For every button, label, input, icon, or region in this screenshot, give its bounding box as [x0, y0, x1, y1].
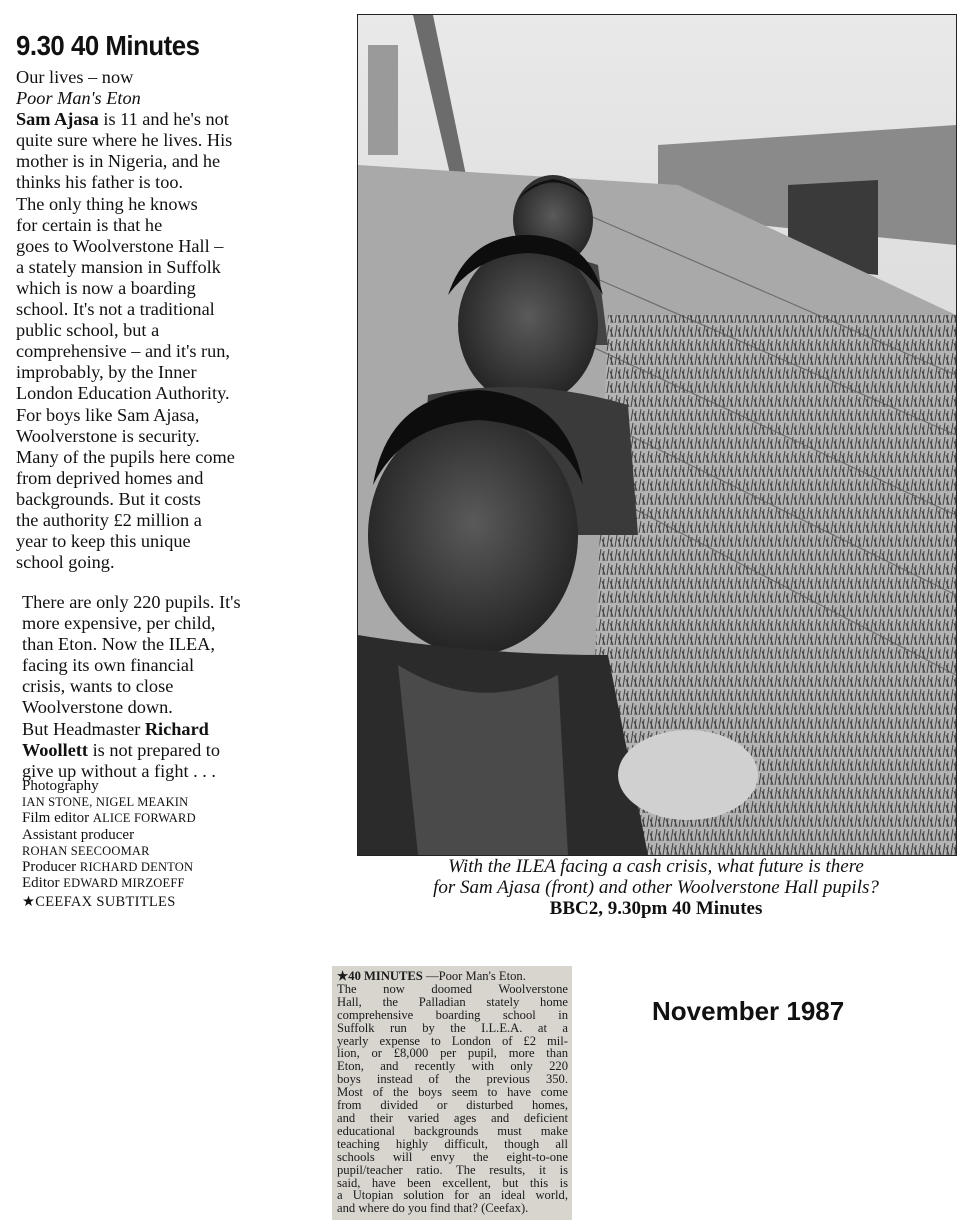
clipping-text: and their varied ages and deficient [337, 1110, 568, 1125]
listing-paragraph-1 [16, 109, 316, 573]
para1-line [16, 405, 316, 426]
credit-name: IAN STONE, NIGEL MEAKIN [22, 795, 189, 810]
clipping-text: Hall, the Palladian stately home [337, 994, 568, 1009]
credit-line [22, 778, 322, 794]
credit-role: Producer [22, 859, 80, 876]
para2-line [22, 740, 322, 761]
para1-line [16, 320, 316, 341]
credit-name: ROHAN SEECOOMAR [22, 843, 150, 858]
credit-line [22, 810, 322, 826]
programme-heading: 9.30 40 Minutes [16, 30, 200, 61]
newspaper-photo [357, 14, 957, 856]
series-title: Our lives – now [16, 67, 134, 87]
credit-line [22, 827, 322, 843]
credit-role: Assistant producer [22, 826, 135, 843]
clipping-text: educational backgrounds must make [337, 1123, 568, 1138]
para1-line [16, 447, 316, 468]
clipping-text: teaching highly difficult, though all [337, 1136, 568, 1151]
para1-text: school going. [16, 552, 115, 573]
clipping-text: from divided or disturbed homes, [337, 1098, 568, 1113]
para1-text: goes to Woolverstone Hall – [16, 235, 224, 256]
para1-line [16, 236, 316, 257]
credit-role: Film editor [22, 810, 93, 827]
para1-line [16, 278, 316, 299]
para1-line [16, 151, 316, 172]
date-label: November 1987 [652, 996, 845, 1026]
credits-block [22, 778, 322, 891]
para2-line: more expensive, per child, [22, 613, 216, 634]
credit-role: Editor [22, 875, 64, 892]
caption-line-2: for Sam Ajasa (front) and other Woolverstone Hall pupils? [433, 877, 879, 898]
clipping-text: Eton, and recently with only 220 [337, 1059, 568, 1074]
para1-line [16, 426, 316, 447]
para1-line [16, 215, 316, 236]
para1-line [16, 489, 316, 510]
listing-intro [16, 67, 316, 573]
para1-line [16, 172, 316, 193]
para1-text: from deprived homes and [16, 467, 204, 488]
para1-text: public school, but a [16, 320, 160, 341]
para1-line [16, 194, 316, 215]
clipping-lead: ★40 MINUTES [337, 969, 423, 983]
para1-text: thinks his father is too. [16, 172, 184, 193]
ceefax-subtitles-note: ★CEEFAX SUBTITLES [22, 894, 176, 910]
para1-text: quite sure where he lives. His [16, 130, 233, 151]
para1-text: comprehensive – and it's run, [16, 341, 230, 362]
para2-line: There are only 220 pupils. It's [22, 592, 241, 612]
para1-line [16, 383, 316, 404]
para1-line [16, 299, 316, 320]
para1-line [16, 341, 316, 362]
clipping-line [337, 1202, 568, 1215]
para1-text: school. It's not a traditional [16, 299, 215, 320]
para1-text: mother is in Nigeria, and he [16, 151, 221, 172]
para1-line [16, 531, 316, 552]
para1-line [16, 362, 316, 383]
clipping-text: lion, or £8,000 per pupil, more than [337, 1046, 568, 1061]
credit-name: RICHARD DENTON [79, 860, 194, 875]
clipping-text: Suffolk run by the I.L.E.A. at a [337, 1020, 568, 1035]
clipping-text: Most of the boys seem to have come [337, 1085, 568, 1100]
para1-text: the authority £2 million a [16, 509, 202, 530]
para1-text: improbably, by the Inner [16, 362, 197, 383]
para1-line [16, 552, 316, 573]
para1-text: for certain is that he [16, 214, 163, 235]
clipping-text: and where do you find that? (Ceefax). [337, 1201, 529, 1216]
para2-line: Woolverstone down. [22, 697, 173, 718]
boys-by-fence-photo [358, 15, 956, 855]
headmaster-surname: Woollett [22, 739, 89, 760]
clipping-text: said, have been excellent, but this is [337, 1175, 568, 1190]
clipping-text: —Poor Man's Eton. [422, 969, 526, 983]
para2-line: facing its own financial [22, 655, 195, 676]
credit-line [22, 875, 322, 891]
caption-line-1: With the ILEA facing a cash crisis, what future is there [448, 856, 864, 877]
para2-text: But Headmaster [22, 718, 145, 739]
credit-line [22, 843, 322, 859]
episode-title: Poor Man's Eton [16, 88, 141, 109]
para2-line: give up without a fight . . . [22, 760, 216, 781]
listing-paragraph-2 [22, 592, 322, 782]
para1-line [16, 130, 316, 151]
para2-line: than Eton. Now the ILEA, [22, 634, 215, 655]
para1-text: Many of the pupils here come [16, 446, 235, 467]
credit-name: EDWARD MIRZOEFF [63, 876, 185, 891]
para1-text: is 11 and he's not [98, 109, 229, 130]
para2-line: crisis, wants to close [22, 676, 174, 697]
para1-line [16, 257, 316, 278]
para1-text: The only thing he knows [16, 193, 198, 214]
clipping-text: comprehensive boarding school in [337, 1007, 568, 1022]
para1-text: For boys like Sam Ajasa, [16, 404, 200, 425]
credit-name: ALICE FORWARD [92, 811, 196, 826]
para2-text: is not prepared to [88, 739, 221, 760]
clipping-text: pupil/teacher ratio. The results, it is [337, 1162, 568, 1177]
para2-line [22, 719, 322, 740]
para1-text: a stately mansion in Suffolk [16, 256, 221, 277]
clipping-text: schools will envy the eight-to-one [337, 1149, 568, 1164]
para1-text: year to keep this unique [16, 531, 191, 552]
para1-text: which is now a boarding [16, 277, 196, 298]
credit-line [22, 859, 322, 875]
subject-name: Sam Ajasa [16, 109, 99, 130]
para1-text: backgrounds. But it costs [16, 488, 201, 509]
para1-line [16, 468, 316, 489]
para1-line [16, 510, 316, 531]
headmaster-first-name: Richard [144, 718, 209, 739]
para1-text: Woolverstone is security. [16, 425, 200, 446]
credit-role: Photography [22, 778, 99, 794]
credit-line [22, 794, 322, 810]
photo-caption [357, 856, 955, 919]
para1-line [16, 109, 316, 130]
newspaper-clipping [332, 966, 572, 1220]
clipping-text: boys instead of the previous 350. [337, 1072, 568, 1087]
caption-broadcast-info: BBC2, 9.30pm 40 Minutes [549, 898, 763, 919]
clipping-text: The now doomed Woolverstone [337, 981, 568, 996]
para1-text: London Education Authority. [16, 383, 230, 404]
clipping-text: yearly expense to London of £2 mil- [337, 1033, 568, 1048]
clipping-text: a Utopian solution for an ideal world, [337, 1188, 568, 1203]
